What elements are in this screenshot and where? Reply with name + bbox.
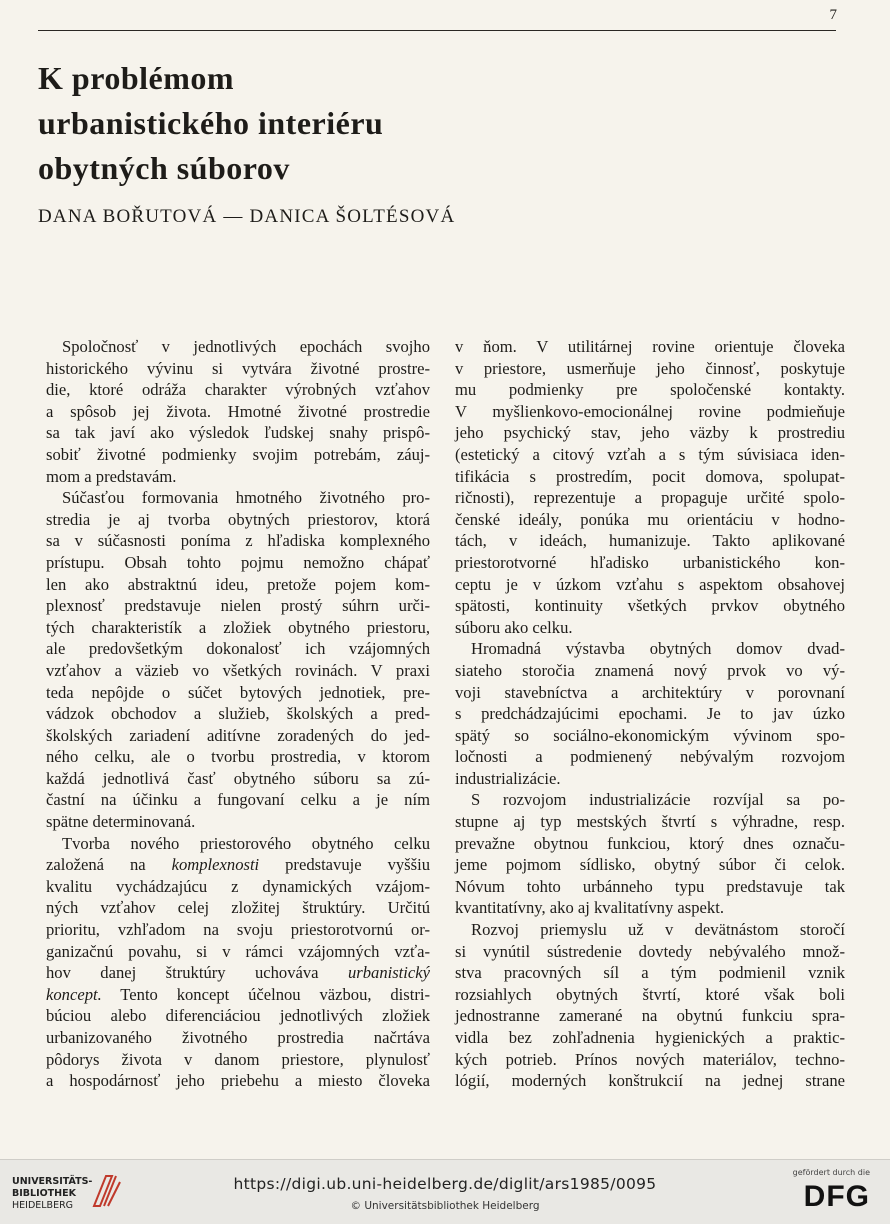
text-line: v ňom. V utilitárnej rovine orientuje človeka: [455, 337, 845, 356]
text-line: každá jednotlivá časť obytného súboru sa zú-: [46, 768, 430, 788]
text-line: častní na účinku a fungovaní celku a je ním: [46, 790, 430, 810]
text-line: spätosti, kontinuity všetkých prvkov obytného: [455, 596, 845, 616]
text-line: rozsiahlych obytných štvrtí, ktoré však boli: [455, 984, 845, 1004]
text-line: vzťahov a väzieb vo všetkých rovinách. V praxi: [46, 660, 430, 680]
text-line: tifikácia s prostredím, pocit domova, spolupat-: [455, 466, 845, 486]
text-line: teda nepôjde o súčet bytových jednotiek, pre-: [46, 682, 430, 702]
article-authors: DANA BOŘUTOVÁ — DANICA ŠOLTÉSOVÁ: [38, 206, 456, 227]
text-line: súboru ako celku.: [455, 617, 573, 637]
text-line: prioritu, vzhľadom na svoju priestorotvornú or-: [46, 920, 430, 940]
text-line: prevažne obytnou funkciou, ktorý dnes označu-: [455, 833, 845, 853]
text-line: kvantitatívny, ako aj kvalitatívny aspekt.: [455, 898, 724, 918]
text-line: priestorotvorné hľadisko urbanistického kon-: [455, 552, 845, 572]
text-line: pôdorys života v danom priestore, plynulosť: [46, 1049, 430, 1069]
text-line: ale predovšetkým dokonalosť ich vzájomných: [46, 639, 430, 659]
footer-bar: [0, 1159, 890, 1224]
library-logo-line: BIBLIOTHEK: [12, 1188, 76, 1199]
text-line: urbanizovaného životného prostredia načrtáva: [46, 1028, 430, 1047]
text-line: vidla bez zohľadnenia hygienických a praktic-: [455, 1028, 845, 1047]
text-line: tých charakteristík a zložiek obytného priestoru,: [46, 617, 430, 637]
text-line: S rozvojom industrializácie rozvíjal sa po-: [471, 790, 845, 810]
text-line: stredia je aj tvorba obytných priestorov, ktorá: [46, 509, 430, 529]
text-line: ceptu je v úzkom vzťahu s aspektom obsahovej: [455, 574, 845, 594]
title-line: urbanistického interiéru: [38, 105, 384, 141]
page-number: 7: [829, 7, 837, 23]
text-line: jednostranne zamerané na obytnú funkciu spra-: [455, 1006, 845, 1026]
right-text-column: [455, 336, 845, 1092]
text-line: stva pracovných síl a tým podmienil vznik: [455, 963, 845, 983]
text-line: si vynútil sústredenie dovtedy nebývalého množ-: [455, 941, 845, 961]
text-line: Súčasťou formovania hmotného životného pro-: [62, 488, 430, 508]
text-line: siateho storočia znamená nový prvok vo vý-: [455, 660, 845, 680]
text-line: kých potrieb. Prínos nových materiálov, techno-: [455, 1049, 845, 1069]
text-line: hov danej štruktúry uchováva urbanistický: [46, 963, 430, 983]
text-line: ričnosti), reprezentuje a propaguje určité spolo-: [455, 488, 845, 508]
header-rule: [38, 30, 836, 31]
text-line: sa v súčasnosti poníma z hľadiska komplexného: [46, 531, 430, 551]
text-line: čenské ideály, ponúka mu orientáciu v hodno-: [455, 509, 845, 529]
text-line: Rozvoj priemyslu už v devätnástom storočí: [471, 920, 845, 940]
text-line: tách, v ideách, humanizuje. Takto aplikované: [455, 531, 845, 551]
text-line: s predchádzajúcimi epochami. Je to jav úzko: [455, 704, 845, 724]
text-line: ného celku, ale o tvorbu prostredia, v ktorom: [46, 747, 430, 767]
text-line: voji stavebníctva a architektúry v porovnaní: [455, 682, 845, 702]
text-line: Hromadná výstavba obytných domov dvad-: [471, 639, 845, 659]
text-line: lógií, moderných konštrukcií na jednej strane: [455, 1071, 845, 1091]
text-line: búciou alebo diferenciáciou jednotlivých zložiek: [46, 1006, 430, 1026]
text-line: jeme pojmom sídlisko, obytný súbor či celok.: [455, 855, 845, 875]
text-line: školských zariadení aditívne zoradených do jed-: [46, 725, 430, 745]
library-logo-line: UNIVERSITÄTS-: [12, 1176, 93, 1187]
text-line: (estetický a citový vzťah a s tým súvisiaca iden-: [455, 444, 845, 464]
text-line: kvalitu vychádzajúcu z dynamických vzájom-: [46, 876, 430, 896]
left-text-column: [46, 336, 430, 1092]
text-line: prístupu. Obsah tohto pojmu nemožno chápať: [46, 552, 430, 572]
text-line: sa tak javí ako výsledok ľudskej snahy prispô-: [46, 423, 430, 443]
copyright-notice: © Universitätsbibliothek Heidelberg: [350, 1200, 540, 1212]
article-title: [38, 56, 598, 191]
title-line: obytných súborov: [38, 150, 290, 186]
text-line: v priestore, usmerňuje jeho činnosť, poskytuje: [455, 358, 845, 378]
text-line: sobiť životné podmienky svojim potrebám, záuj-: [46, 444, 430, 464]
text-line: spätne determinovaná.: [46, 812, 196, 832]
text-line: a hospodárnosť jeho priebehu a miesto človeka: [46, 1071, 430, 1091]
text-line: stupne aj typ mestských štvrtí s výhradne, resp.: [455, 812, 845, 832]
text-line: historického vývinu si vytvára životné prostre-: [46, 358, 430, 378]
text-line: Nóvum tohto urbánneho typu predstavuje tak: [455, 876, 845, 896]
dfg-logo[interactable]: DFG: [803, 1180, 870, 1213]
text-line: vádzok obchodov a služieb, školských a pred-: [46, 704, 430, 724]
text-line: a spôsob jej života. Hmotné životné prostredie: [46, 401, 430, 421]
text-line: plexnosť predstavuje nielen prostý súhrn urči-: [46, 596, 430, 616]
text-line: mu podmienky pre spoločenské kontakty.: [455, 380, 845, 400]
funder-note: gefördert durch die: [792, 1168, 870, 1177]
text-line: založená na komplexnosti predstavuje vyššiu: [46, 855, 430, 875]
text-line: jeho psychický stav, jeho väzby k prostrediu: [455, 423, 845, 443]
library-logo-line: HEIDELBERG: [12, 1200, 74, 1211]
text-line: ných vzťahov celej zložitej štruktúry. Určitú: [46, 898, 430, 918]
text-line: industrializácie.: [455, 768, 561, 788]
title-line: K problémom: [38, 60, 235, 96]
text-line: len ako abstraktnú ideu, pretože pojem kom-: [46, 574, 430, 594]
text-line: mom a predstavám.: [46, 466, 177, 486]
text-line: die, ktoré odráža charakter výrobných vzťahov: [46, 380, 430, 400]
text-line: koncept. Tento koncept účelnou väzbou, distri-: [46, 984, 430, 1004]
text-line: V myšlienkovo-emocionálnej rovine podmieňuje: [455, 401, 845, 421]
text-line: ločnosti a podmienený nebývalým rozvojom: [455, 747, 845, 767]
text-line: spätý so sociálno-ekonomickým vývinom spo-: [455, 725, 845, 745]
permalink-url[interactable]: https://digi.ub.uni-heidelberg.de/diglit/ars1985/0095: [233, 1175, 657, 1193]
text-line: ganizačnú povahu, si v rámci vzájomných vzťa-: [46, 941, 430, 961]
text-line: Spoločnosť v jednotlivých epochách svojho: [62, 337, 430, 356]
text-line: Tvorba nového priestorového obytného celku: [62, 833, 430, 853]
